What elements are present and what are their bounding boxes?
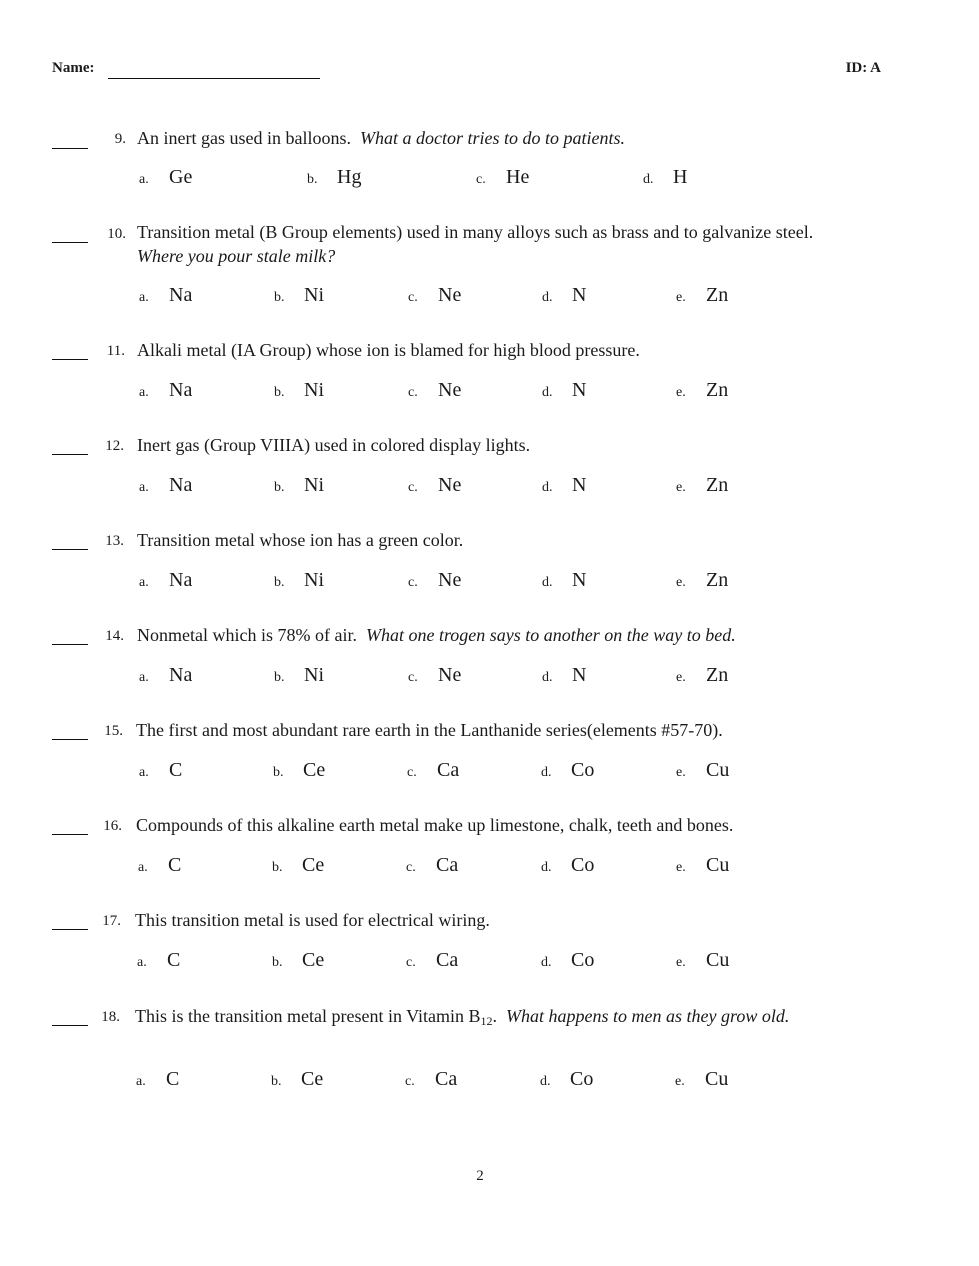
choice-b[interactable]: b. Ce [272,854,325,876]
question-text [137,220,837,268]
choice-b[interactable]: b. Ni [274,474,324,496]
choice-e[interactable]: e. Cu [676,759,730,781]
choice-a[interactable]: a. C [137,949,181,971]
choice-a[interactable]: a. Na [139,569,193,591]
question-text-plain: An inert gas used in balloons. [137,128,351,148]
choice-c[interactable]: c. Ca [406,949,459,971]
choice-b[interactable]: b. Ce [273,759,326,781]
question-text [137,338,907,362]
choice-a[interactable]: a. Na [139,284,193,306]
choice-a[interactable]: a. C [138,854,182,876]
choice-d[interactable]: d. Co [541,949,595,971]
choice-d[interactable]: d. N [542,379,587,401]
question-number: 15. [104,723,123,739]
answer-blank[interactable] [52,242,88,243]
question-number: 14. [105,628,124,644]
question-text-plain: Nonmetal which is 78% of air. [137,625,357,645]
question-text-plain: Transition metal (B Group elements) used in many alloys such as brass and to galvanize steel. [137,222,814,242]
choices-row [0,759,979,787]
choice-d[interactable]: d. Co [541,759,595,781]
choice-b[interactable]: b. Ni [274,664,324,686]
choice-a[interactable]: a. Na [139,474,193,496]
choice-e[interactable]: e. Zn [676,284,729,306]
choice-d[interactable]: d. Co [540,1068,594,1090]
question-text [137,623,907,647]
choice-b[interactable]: b. Ni [274,284,324,306]
choice-d[interactable]: d. H [643,166,688,188]
choice-c[interactable]: c. Ne [408,284,462,306]
choice-b[interactable]: b. Ce [271,1068,324,1090]
choice-d[interactable]: d. N [542,474,587,496]
question-text [137,126,907,150]
answer-blank[interactable] [52,549,88,550]
choices-row [0,1068,979,1096]
choice-a[interactable]: a. Na [139,664,193,686]
question-text-italic: What happens to men as they grow old. [506,1006,790,1026]
question-text [136,813,906,837]
choices-row [0,284,979,312]
choice-c[interactable]: c. Ne [408,474,462,496]
question-number: 13. [105,533,124,549]
answer-blank[interactable] [52,454,88,455]
question-number: 17. [102,913,121,929]
answer-blank[interactable] [52,644,88,645]
choice-e[interactable]: e. Zn [676,474,729,496]
question-text-italic: Where you pour stale milk? [137,246,336,266]
question-text-plain: Compounds of this alkaline earth metal make up limestone, chalk, teeth and bones. [136,815,734,835]
page-number: 2 [476,1168,484,1184]
choice-b[interactable]: b. Ni [274,569,324,591]
choice-b[interactable]: b. Ni [274,379,324,401]
choices-row [0,474,979,502]
question-text-italic: What one trogen says to another on the way to bed. [365,625,736,645]
question-number: 18. [101,1009,120,1025]
choices-row [0,379,979,407]
question-number: 12. [105,438,124,454]
choice-c[interactable]: c. He [476,166,530,188]
answer-blank[interactable] [52,359,88,360]
question-text-italic: What a doctor tries to do to patients. [359,128,625,148]
choice-b[interactable]: b. Ce [272,949,325,971]
choice-e[interactable]: e. Cu [675,1068,729,1090]
choice-c[interactable]: c. Ne [408,569,462,591]
question-text-plain: Transition metal whose ion has a green color. [137,530,464,550]
question-text [137,433,907,457]
choices-row [0,949,979,977]
question-number: 9. [114,131,126,147]
choice-a[interactable]: a. C [136,1068,180,1090]
question-number: 10. [107,226,126,242]
choice-a[interactable]: a. Na [139,379,193,401]
id-label: ID: A [845,60,881,76]
choice-e[interactable]: e. Cu [676,854,730,876]
question-text-plain: This is the transition metal present in Vitamin B [135,1006,481,1026]
choice-c[interactable]: c. Ca [405,1068,458,1090]
answer-blank[interactable] [52,148,88,149]
choice-b[interactable]: b. Hg [307,166,362,188]
question-text [137,528,907,552]
question-text-plain: Inert gas (Group VIIIA) used in colored display lights. [137,435,531,455]
choice-c[interactable]: c. Ca [406,854,459,876]
choice-e[interactable]: e. Cu [676,949,730,971]
choice-e[interactable]: e. Zn [676,379,729,401]
choices-row [0,569,979,597]
choice-e[interactable]: e. Zn [676,569,729,591]
choice-d[interactable]: d. N [542,284,587,306]
choices-row [0,854,979,882]
question-text-plain: This transition metal is used for electrical wiring. [135,910,490,930]
choice-a[interactable]: a. Ge [139,166,193,188]
question-text [135,1004,910,1033]
question-text-plain: The first and most abundant rare earth in the Lanthanide series(elements #57-70). [136,720,723,740]
choice-d[interactable]: d. N [542,664,587,686]
choice-c[interactable]: c. Ne [408,379,462,401]
header [52,60,881,84]
choice-d[interactable]: d. N [542,569,587,591]
question-number: 16. [103,818,122,834]
choice-c[interactable]: c. Ne [408,664,462,686]
choice-e[interactable]: e. Zn [676,664,729,686]
question-text-period: . [492,1006,498,1026]
question-number: 11. [106,343,125,359]
choice-d[interactable]: d. Co [541,854,595,876]
question-text [135,908,905,932]
question-text [136,718,906,742]
choices-row [0,664,979,692]
choices-row [0,166,979,194]
question-text-plain: Alkali metal (IA Group) whose ion is blamed for high blood pressure. [137,340,640,360]
subscript-12: 12 [480,1014,493,1028]
name-field-line[interactable] [108,78,320,79]
choice-c[interactable]: c. Ca [407,759,460,781]
choice-a[interactable]: a. C [139,759,183,781]
name-label: Name: [52,60,95,76]
